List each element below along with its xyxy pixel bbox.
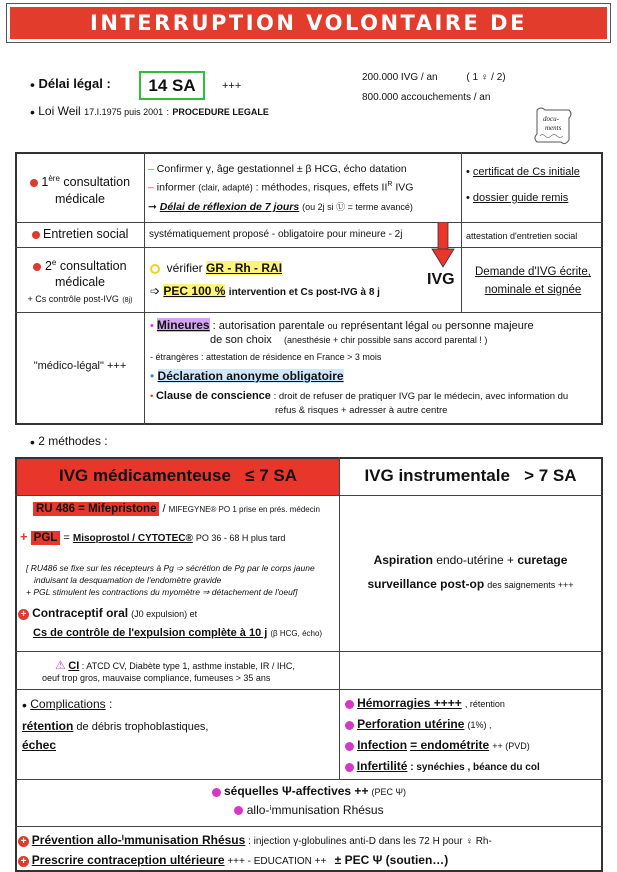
med-head-b: ≤ 7 SA bbox=[245, 466, 297, 485]
entretien-label-text: Entretien social bbox=[43, 227, 129, 241]
consult1-line3: ➞ Délai de réflexion de 7 jours (ou 2j si Ⓤ = terme avancé) bbox=[148, 201, 413, 213]
divider bbox=[15, 689, 603, 690]
misoprostol: Misoprostol / CYTOTEC® bbox=[72, 533, 193, 544]
consult2-label-e: (8j) bbox=[122, 297, 133, 305]
pink-dot-icon bbox=[212, 788, 221, 797]
prevention-line bbox=[18, 833, 492, 847]
divider bbox=[144, 152, 145, 312]
inst-head-a: IVG instrumentale bbox=[364, 466, 510, 485]
pec-soutien: ± PEC Ψ (soutien…) bbox=[334, 853, 449, 867]
plus-circle-icon: + bbox=[18, 856, 29, 867]
consult1-line2-sup: R bbox=[387, 181, 393, 188]
allo-immunisation: allo-ⁱmmunisation Rhésus bbox=[246, 803, 384, 817]
medico-label-plus: +++ bbox=[106, 360, 127, 372]
med-head-a: IVG médicamenteuse bbox=[59, 466, 231, 485]
sequelles-line bbox=[15, 784, 603, 798]
complications-text: Complications bbox=[30, 697, 106, 712]
ru486-line bbox=[33, 503, 320, 515]
surveillance-detail: des saignements +++ bbox=[487, 580, 574, 590]
prevention: Prévention allo-ⁱmmunisation Rhésus bbox=[31, 833, 246, 847]
prescrire-line bbox=[18, 853, 448, 867]
documents-scroll-icon bbox=[531, 104, 575, 148]
ci-text: : ATCD CV, Diabète type 1, asthme instable, IR / IHC, bbox=[81, 661, 295, 671]
entretien-right: attestation d'entretien social bbox=[466, 231, 578, 241]
delai-label: Délai légal : bbox=[38, 76, 111, 91]
warning-icon: ⚠ bbox=[55, 658, 66, 672]
curetage: curetage bbox=[517, 553, 568, 567]
consult1-label-sup: ère bbox=[48, 174, 60, 183]
divider bbox=[15, 222, 603, 223]
divider bbox=[461, 152, 462, 312]
cs-controle-detail: (β HCG, écho) bbox=[270, 629, 323, 638]
consult1-line1: – Confirmer γ, âge gestationnel ± β HCG, écho datation bbox=[148, 163, 407, 175]
retention-line bbox=[22, 719, 209, 733]
clause: Clause de conscience bbox=[155, 390, 271, 402]
inst-plus: + bbox=[507, 553, 515, 567]
pgl-line bbox=[20, 529, 285, 544]
consult2-label-c: médicale bbox=[54, 275, 106, 290]
consult1-line2-a: informer bbox=[156, 181, 196, 194]
complications-colon: : bbox=[108, 697, 113, 712]
consult1-label-b: consultation bbox=[59, 175, 131, 190]
ivg-label: IVG bbox=[427, 271, 455, 288]
down-arrow-icon bbox=[431, 222, 455, 268]
divider bbox=[15, 247, 603, 248]
delai-value-box: 14 SA bbox=[139, 71, 205, 100]
ci-line bbox=[55, 658, 295, 672]
etrangeres: - étrangères : attestation de résidence en France > 3 mois bbox=[150, 352, 382, 362]
infection-detail: ++ (PVD) bbox=[492, 741, 530, 751]
page-title: INTERRUPTION VOLONTAIRE DE GROSSESSE (IVG) bbox=[10, 7, 607, 39]
endo-uterine: endo-utérine bbox=[436, 553, 504, 567]
hemo-detail: , rétention bbox=[464, 699, 505, 709]
prescrire: Prescrire contraception ultérieure bbox=[31, 853, 225, 867]
pec-100: PEC 100 % bbox=[163, 284, 226, 298]
contraceptif-line bbox=[18, 606, 197, 620]
consult1-line2-d: IVG bbox=[392, 181, 414, 194]
inst-line2 bbox=[340, 577, 601, 591]
infertilite-detail: : synéchies , béance du col bbox=[410, 762, 540, 773]
ru486-detail: MIFEGYNE® PO 1 prise en prés. médecin bbox=[168, 505, 320, 514]
red-dot-icon bbox=[32, 231, 40, 239]
consult1-label bbox=[18, 170, 142, 208]
divider bbox=[15, 779, 603, 780]
consult2-label-b: consultation bbox=[56, 259, 127, 274]
divider bbox=[15, 651, 603, 652]
ci-text2: oeuf trop gros, mauvaise compliance, fumeuses > 35 ans bbox=[42, 673, 271, 683]
med-header bbox=[17, 466, 339, 486]
perfo-detail: (1%) , bbox=[467, 720, 492, 730]
clause-line: • Clause de conscience : droit de refuser de pratiquer IVG par le médecin, avec information du bbox=[150, 390, 569, 402]
stat-ivg bbox=[362, 72, 506, 83]
allo-line bbox=[15, 803, 603, 817]
methodes-text: 2 méthodes : bbox=[38, 434, 108, 449]
consult2-label-sup: e bbox=[51, 258, 57, 267]
pec-detail: intervention et Cs post-IVG à 8 j bbox=[228, 287, 380, 298]
consult1-line2: – informer (clair, adapté) : méthodes, risques, effets $II^R$ IVG bbox=[148, 181, 414, 194]
consult1-label-c: médicale bbox=[54, 192, 106, 207]
yellow-circle-icon bbox=[150, 264, 160, 274]
inst-line1 bbox=[340, 553, 601, 567]
arrow-icon: ➩ bbox=[150, 284, 161, 298]
pec-line bbox=[150, 284, 380, 298]
mineures-text-e: personne majeure bbox=[444, 320, 534, 332]
mineures-text-c: représentant légal bbox=[340, 320, 429, 332]
loi-colon: : bbox=[166, 107, 169, 118]
loi-procedure: PROCEDURE LEGALE bbox=[172, 107, 269, 118]
consult1-right2: • dossier guide remis bbox=[466, 192, 569, 204]
endometrite: = endométrite bbox=[410, 738, 490, 752]
consult1-line2-b: (clair, adapté) bbox=[198, 182, 253, 193]
pink-dot-icon bbox=[345, 700, 354, 709]
entretien-label bbox=[18, 227, 142, 241]
divider bbox=[15, 312, 603, 313]
scroll-label-1: docu- bbox=[543, 115, 559, 123]
stat-ivg-text: 200.000 IVG / an bbox=[362, 72, 438, 83]
mineures-text-d: ou bbox=[431, 321, 442, 331]
hemorragies: Hémorragies ++++ bbox=[357, 696, 462, 710]
consult2-right bbox=[464, 263, 602, 299]
surveillance: surveillance post-op bbox=[367, 577, 485, 591]
loi-text: Loi Weil bbox=[38, 104, 81, 119]
pgl: PGL bbox=[31, 531, 61, 545]
inst-head-b: > 7 SA bbox=[524, 466, 577, 485]
scroll-label-2: ments bbox=[545, 124, 562, 132]
verify-gr-rh-rai: GR - Rh - RAI bbox=[206, 261, 283, 275]
cs-controle: Cs de contrôle de l'expulsion complète à 10 j bbox=[33, 627, 268, 639]
cs-controle-line bbox=[33, 627, 322, 639]
demande-text: Demande d'IVG écrite, nominale et signée bbox=[475, 266, 591, 296]
divider bbox=[144, 312, 145, 425]
infection: Infection bbox=[357, 738, 408, 752]
divider bbox=[339, 457, 340, 689]
consult2-label bbox=[18, 255, 142, 309]
pink-dot-icon bbox=[345, 721, 354, 730]
red-dot-icon bbox=[30, 179, 38, 187]
consult1-line2-c: : méthodes, risques, effets II bbox=[255, 181, 388, 194]
declaration: Déclaration anonyme obligatoire bbox=[157, 369, 344, 383]
loi-dates: 17.I.1975 puis 2001 bbox=[84, 107, 164, 118]
clause-text2: refus & risques + adresser à autre centre bbox=[275, 405, 448, 416]
plus-circle-icon: + bbox=[18, 836, 29, 847]
dossier-text: dossier guide remis bbox=[472, 192, 569, 204]
aspiration: Aspiration bbox=[373, 553, 433, 567]
sequelles: séquelles Ψ-affectives ++ bbox=[224, 784, 369, 798]
mineures-text-a: : autorisation parentale bbox=[212, 320, 325, 332]
verify-line bbox=[150, 261, 282, 275]
pgl-detail: PO 36 - 68 H plus tard bbox=[195, 533, 286, 543]
contraceptif-detail: (J0 expulsion) et bbox=[131, 609, 198, 619]
echec-text: échec bbox=[22, 738, 57, 752]
mineures-text-g: (anesthésie + chir possible sans accord parental ! ) bbox=[284, 335, 488, 345]
divider bbox=[339, 689, 340, 779]
medico-label-text: "médico-légal" bbox=[33, 360, 104, 372]
complications-label: • Complications : bbox=[22, 697, 113, 713]
perforation: Perforation utérine bbox=[357, 717, 465, 731]
note-line-1: [ RU486 se fixe sur les récepteurs à Pg ➩ sécrétion de Pg par le corps jaune bbox=[26, 563, 315, 573]
pink-dot-icon bbox=[345, 742, 354, 751]
infection-line bbox=[345, 738, 530, 752]
prescrire-detail: +++ - EDUCATION ++ bbox=[227, 856, 327, 867]
echec bbox=[22, 738, 56, 752]
methodes-label: • 2 méthodes : bbox=[30, 434, 108, 450]
note-line-3: + PGL stimulent les contractions du myomètre ⇒ détachement de l'oeuf] bbox=[26, 587, 298, 597]
hemo-line bbox=[345, 696, 505, 710]
divider bbox=[15, 495, 603, 496]
delai-reflexion-note: (ou 2j si Ⓤ = terme avancé) bbox=[302, 202, 413, 212]
consult1-right1: • certificat de Cs initiale bbox=[466, 166, 580, 178]
clause-text: : droit de refuser de pratiquer IVG par le médecin, avec information du bbox=[273, 391, 569, 402]
plus-circle-icon: + bbox=[18, 609, 29, 620]
pink-dot-icon bbox=[234, 806, 243, 815]
infertilite-line bbox=[345, 759, 540, 773]
mineures-text-b: ou bbox=[327, 321, 338, 331]
declaration-line: • Déclaration anonyme obligatoire bbox=[150, 369, 344, 383]
certificat-text: certificat de Cs initiale bbox=[472, 166, 580, 178]
mineures-text-f: de son choix bbox=[210, 334, 272, 346]
plus-icon: + bbox=[20, 529, 28, 544]
mineures-line: • Mineures : autorisation parentale ou représentant légal ou personne majeure bbox=[150, 318, 534, 332]
divider bbox=[15, 826, 603, 827]
retention: rétention bbox=[22, 719, 74, 733]
ru486-slash: / bbox=[162, 503, 166, 515]
consult2-label-d: + Cs contrôle post-IVG bbox=[27, 294, 119, 305]
delai-reflexion: Délai de réflexion de 7 jours bbox=[159, 201, 300, 213]
contraceptif: Contraceptif oral bbox=[32, 606, 129, 620]
stat-accouchements: 800.000 accouchements / an bbox=[362, 92, 491, 103]
verify-text: vérifier bbox=[166, 261, 203, 275]
perfo-line bbox=[345, 717, 492, 731]
sequelles-detail: (PEC Ψ) bbox=[371, 787, 407, 797]
loi-weil-line: • Loi Weil 17.I.1975 puis 2001 : PROCEDURE LEGALE bbox=[30, 104, 269, 120]
note-line-2: induisant la desquamation de l'endomètre gravide bbox=[34, 575, 222, 585]
pgl-equals: = bbox=[63, 532, 70, 544]
entretien-text: systématiquement proposé - obligatoire pour mineure - 2j bbox=[149, 229, 403, 240]
ru486: RU 486 = Mifepristone bbox=[33, 502, 159, 516]
infertilite: Infertilité bbox=[356, 759, 408, 773]
mineures: Mineures bbox=[156, 318, 210, 332]
consult1-label-a: 1 bbox=[41, 175, 49, 190]
ci: CI bbox=[68, 660, 80, 672]
delai-plus: +++ bbox=[222, 80, 242, 92]
medico-label bbox=[18, 360, 142, 372]
mechanism-note bbox=[26, 562, 315, 598]
pink-dot-icon bbox=[345, 763, 354, 772]
mineures-line2 bbox=[210, 334, 600, 346]
inst-header bbox=[340, 466, 601, 486]
delai-legal-line: • Délai légal : bbox=[30, 76, 111, 93]
stat-ivg-ratio: ( 1 ♀ / 2) bbox=[466, 72, 506, 83]
consult1-line1-text: Confirmer γ, âge gestationnel ± β HCG, écho datation bbox=[156, 163, 407, 175]
retention-detail: de débris trophoblastiques, bbox=[76, 721, 209, 733]
consult2-label-a: 2 bbox=[44, 259, 52, 274]
red-dot-icon bbox=[33, 263, 41, 271]
prevention-detail: : injection γ-globulines anti-D dans les 72 H pour ♀ Rh- bbox=[248, 836, 492, 847]
